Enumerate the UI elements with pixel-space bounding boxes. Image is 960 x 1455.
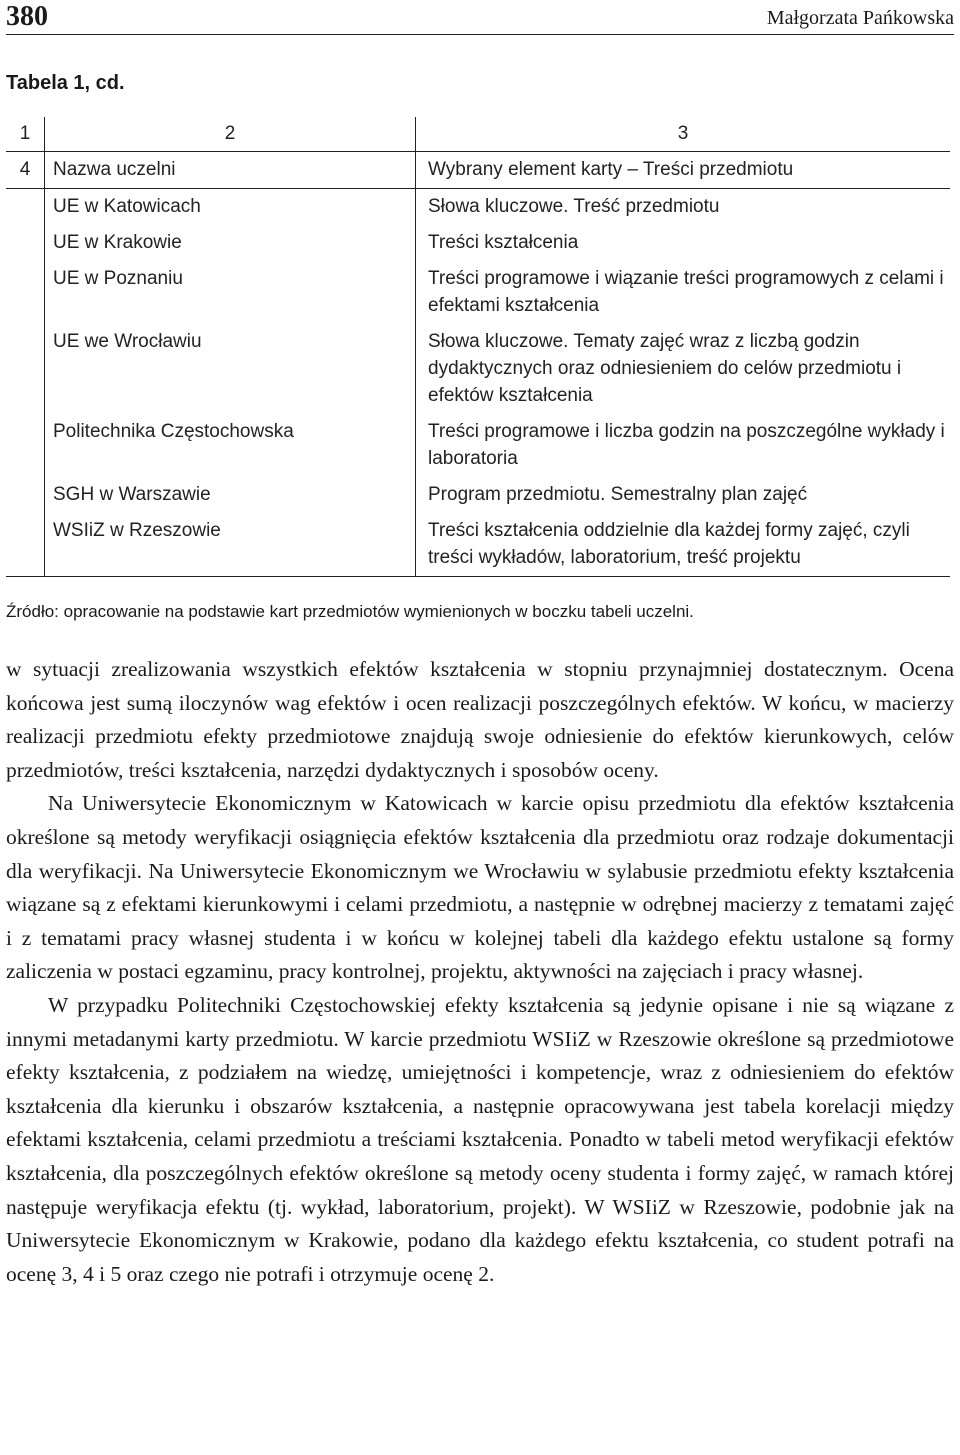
paragraph: Na Uniwersytecie Ekonomicznym w Katowicach w karcie opisu przedmiotu dla efektów kształcenia określone są metody weryfikacji osiągnięcia efektów kształcenia dla przedmiotu oraz rodzaje dokumentacji dla weryfikacji. Na Uniwersytecie Ekonomicznym we Wrocławiu w sylabusie przedmiotu efekty kształcenia wiązane są z efektami kierunkowymi i celami przedmiotu, a następnie w odrębnej macierzy z tematami zajęć i z tematami pracy własnej studenta i w końcu w kolejnej tabeli dla każdego efektu ustalone są formy zaliczenia w postaci egzaminu, pracy kontrolnej, projektu, aktywności na zajęciach i pracy własnej. (6, 791, 954, 984)
table-row (6, 414, 950, 477)
course-content: Program przedmiotu. Semestralny plan zajęć (428, 484, 808, 505)
course-content: Treści kształcenia oddzielnie dla każdej formy zajęć, czyli treści wykładów, laboratorium, treść projektu (416, 513, 951, 577)
body-text (6, 653, 954, 1291)
paragraph: W przypadku Politechniki Częstochowskiej efekty kształcenia są jedynie opisane i nie są wiązane z innymi metadanymi karty przedmiotu. W karcie przedmiotu WSIiZ w Rzeszowie określone są przedmiotowe efekty kształcenia, z podziałem na wiedzę, umiejętności i kompetencje, wraz z odniesieniem do efektów kształcenia dla kierunku i obszarów kształcenia, a następnie opracowywana jest tabela korelacji między efektami kształcenia, celami przedmiotu a treściami kształcenia. Ponadto w tabeli metod weryfikacji efektów kształcenia, dla poszczególnych efektów określone są metody oceny studenta i formy zajęć, w ramach której następuje weryfikacja efektu (tj. wykład, laboratorium, projekt). W WSIiZ w Rzeszowie, podobnie jak na Uniwersytecie Ekonomicznym w Krakowie, podano dla każdego efektu kształcenia, co student potrafi na ocenę 3, 4 i 5 oraz czego nie potrafi i otrzymuje ocenę 2. (6, 992, 954, 1286)
university-name: UE w Krakowie (45, 225, 416, 261)
header-index: 4 (6, 152, 45, 189)
university-name: WSIiZ w Rzeszowie (45, 513, 416, 577)
table-row (6, 324, 950, 414)
table-row (6, 513, 950, 577)
course-content: Treści kształcenia (428, 232, 579, 253)
column-number-row (6, 117, 950, 152)
header-university: Nazwa uczelni (45, 152, 416, 189)
table-row (6, 189, 950, 226)
header-element: Wybrany element karty – Treści przedmiotu (416, 152, 951, 189)
university-name: UE w Poznaniu (45, 261, 416, 324)
university-name: UE we Wrocławiu (45, 324, 416, 414)
column-number-2: 2 (45, 117, 416, 152)
column-number-3: 3 (416, 117, 951, 152)
university-name: UE w Katowicach (45, 189, 416, 226)
university-name: SGH w Warszawie (45, 477, 416, 513)
table-row (6, 477, 950, 513)
course-content: Słowa kluczowe. Tematy zajęć wraz z liczbą godzin dydaktycznych oraz odniesieniem do celów przedmiotu i efektów kształcenia (428, 331, 902, 406)
paragraph-continuation: w sytuacji zrealizowania wszystkich efektów kształcenia w stopniu przynajmniej dostatecznym. Ocena końcowa jest sumą iloczynów wag efektów i ocen realizacji poszczególnych efektów. W końcu, w macierzy realizacji przedmiotu efekty przedmiotowe znajdują swoje odniesienie do efektów kierunkowych, celów przedmiotów, treści kształcenia, narzędzi dydaktycznych i sposobów oceny. (6, 657, 954, 782)
course-content: Słowa kluczowe. Treść przedmiotu (428, 196, 720, 217)
university-name: Politechnika Częstochowska (45, 414, 416, 477)
table-source-note: Źródło: opracowanie na podstawie kart przedmiotów wymienionych w boczku tabeli uczelni. (6, 602, 694, 621)
running-header (6, 0, 954, 35)
table-header-row (6, 152, 950, 189)
universities-table (6, 117, 950, 577)
page-number: 380 (6, 1, 48, 32)
table-caption: Tabela 1, cd. (6, 72, 125, 94)
table-row (6, 225, 950, 261)
author-running-head: Małgorzata Pańkowska (766, 7, 954, 29)
course-content: Treści programowe i liczba godzin na poszczególne wykłady i laboratoria (428, 421, 945, 469)
course-content: Treści programowe i wiązanie treści programowych z celami i efektami kształcenia (428, 268, 944, 316)
table-row (6, 261, 950, 324)
column-number-1: 1 (6, 117, 45, 152)
